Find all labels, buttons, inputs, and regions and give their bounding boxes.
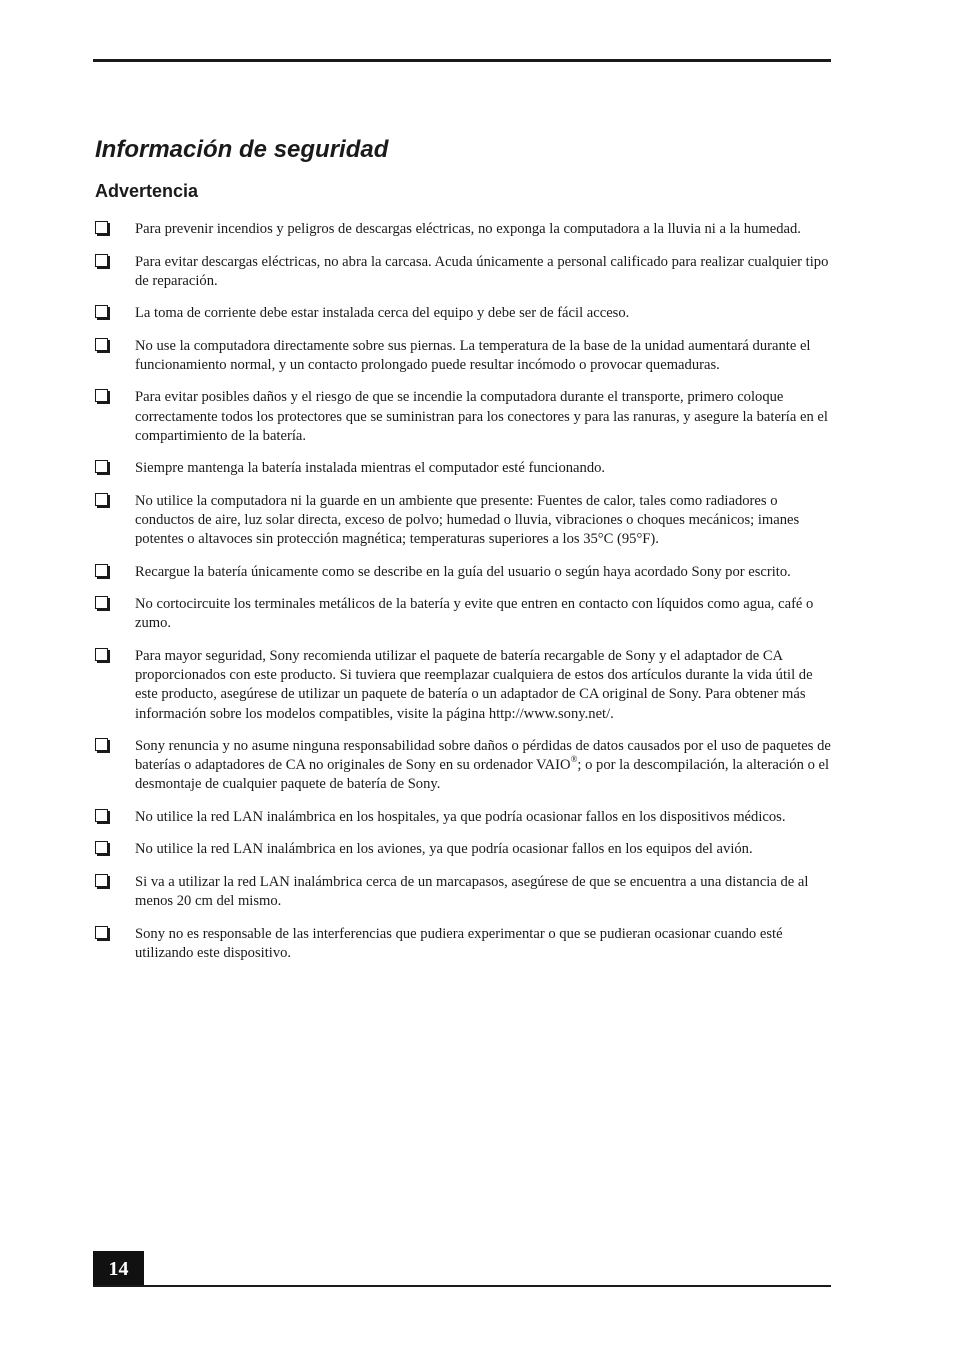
checkbox-icon <box>95 338 108 351</box>
list-item <box>95 220 831 239</box>
list-item-text: Para evitar posibles daños y el riesgo de que se incendie la computadora durante el transporte, primero coloque correctamente todos los protectores que se suministran para los conectores y para las ranuras, y asegure la batería en el compartimiento de la batería. <box>135 389 828 444</box>
checkbox-icon <box>95 874 108 887</box>
list-item-text: Para mayor seguridad, Sony recomienda utilizar el paquete de batería recargable de Sony y el adaptador de CA proporcionados con este producto. Si tuviera que reemplazar cualquiera de estos dos artículos durante la vida útil de este producto, asegúrese de utilizar un paquete de batería o un adaptador de CA original de Sony. Para obtener más información sobre los modelos compatibles, visite la página http://www.sony.net/. <box>135 647 813 722</box>
list-item-text: No use la computadora directamente sobre sus piernas. La temperatura de la base de la unidad aumentará durante el funcionamiento normal, y un contacto prolongado puede resultar incómodo o provocar quemaduras. <box>135 337 811 373</box>
checkbox-icon <box>95 389 108 402</box>
list-item-text: No utilice la red LAN inalámbrica en los hospitales, ya que podría ocasionar fallos en los dispositivos médicos. <box>135 808 786 825</box>
checkbox-icon <box>95 493 108 506</box>
list-item-text: No cortocircuite los terminales metálicos de la batería y evite que entren en contacto con líquidos como agua, café o zumo. <box>135 596 814 632</box>
registered-mark: ® <box>570 754 578 765</box>
top-rule <box>93 59 831 62</box>
list-item <box>95 925 831 963</box>
list-item-text: Recargue la batería únicamente como se describe en la guía del usuario o según haya acordado Sony por escrito. <box>135 563 791 580</box>
list-item-text: No utilice la computadora ni la guarde en un ambiente que presente: Fuentes de calor, tales como radiadores o conductos de aire, luz solar directa, exceso de polvo; humedad o lluvia, vibraciones o choques mecánicos; imanes potentes o altavoces sin protección magnética; temperaturas superiores a los 35°C (95°F). <box>135 492 800 548</box>
list-item-text <box>135 737 831 795</box>
checkbox-icon <box>95 305 108 318</box>
checkbox-icon <box>95 809 108 822</box>
list-item-text: Si va a utilizar la red LAN inalámbrica cerca de un marcapasos, asegúrese de que se encuentra a una distancia de al menos 20 cm del mismo. <box>135 873 809 910</box>
checkbox-icon <box>95 738 108 751</box>
page-title: Información de seguridad <box>95 136 389 163</box>
list-item <box>95 563 831 582</box>
checkbox-icon <box>95 648 108 661</box>
list-item <box>95 647 831 724</box>
checkbox-icon <box>95 926 108 939</box>
list-item-text: Para evitar descargas eléctricas, no abra la carcasa. Acuda únicamente a personal calificado para realizar cualquier tipo de reparación. <box>135 253 829 289</box>
list-item <box>95 840 831 859</box>
list-item <box>95 492 831 550</box>
bottom-rule <box>93 1285 831 1287</box>
list-item-text: Siempre mantenga la batería instalada mientras el computador esté funcionando. <box>135 460 606 477</box>
list-item-text-before: Sony renuncia y no asume ninguna responsabilidad sobre daños o pérdidas de datos causados por el uso de paquetes de baterías o adaptadores de CA no originales de Sony en su ordenador VAIO <box>135 738 831 774</box>
checkbox-icon <box>95 841 108 854</box>
list-item-text: Para prevenir incendios y peligros de descargas eléctricas, no exponga la computadora a la lluvia ni a la humedad. <box>135 221 801 237</box>
list-item-text: No utilice la red LAN inalámbrica en los aviones, ya que podría ocasionar fallos en los equipos del avión. <box>135 841 753 858</box>
list-item <box>95 737 831 795</box>
checkbox-icon <box>95 564 108 577</box>
list-item <box>95 253 831 291</box>
list-item <box>95 595 831 633</box>
list-item <box>95 808 831 827</box>
checkbox-icon <box>95 460 108 473</box>
list-item <box>95 388 831 446</box>
list-item <box>95 337 831 375</box>
section-heading: Advertencia <box>95 181 199 201</box>
list-item <box>95 873 831 911</box>
list-item <box>95 459 831 478</box>
list-item-text-after: ; o por la descompilación, la alteración o el desmontaje de cualquier paquete de batería de Sony. <box>135 757 830 793</box>
checkbox-icon <box>95 596 108 609</box>
warning-list <box>95 220 831 976</box>
page-number: 14 <box>93 1251 144 1287</box>
checkbox-icon <box>95 221 108 234</box>
list-item <box>95 304 831 323</box>
list-item-text: Sony no es responsable de las interferencias que pudiera experimentar o que se pudieran ocasionar cuando esté utilizando este dispositivo. <box>135 925 783 961</box>
checkbox-icon <box>95 254 108 267</box>
list-item-text: La toma de corriente debe estar instalada cerca del equipo y debe ser de fácil acceso. <box>135 305 630 322</box>
